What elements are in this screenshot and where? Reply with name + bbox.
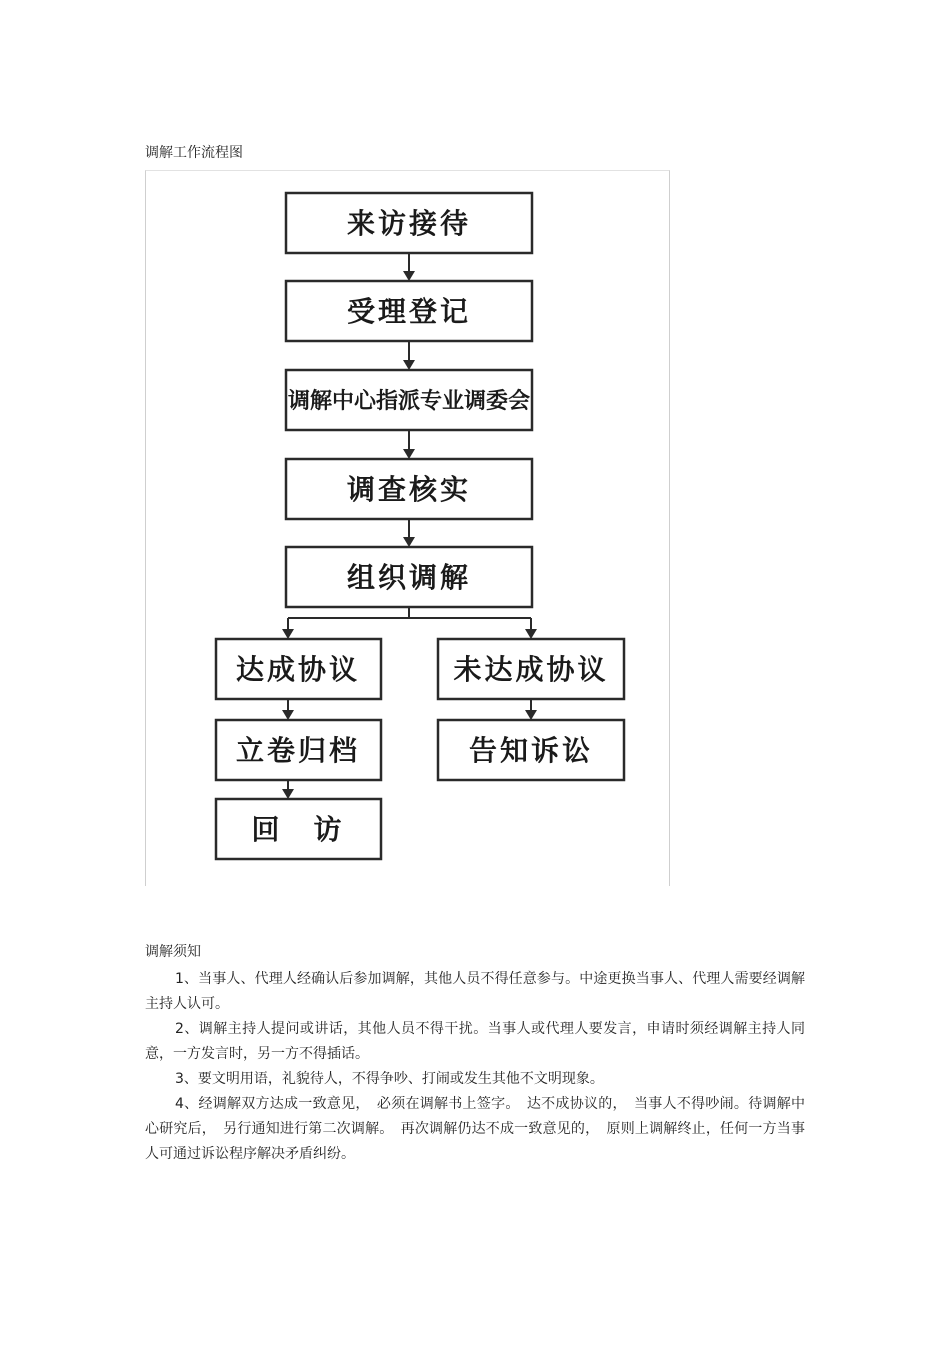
arrowhead-2-3 (403, 360, 415, 370)
notes-item: 1、当事人、代理人经确认后参加调解，其他人员不得任意参与。中途更换当事人、代理人需要经调解主持人认可。 (145, 971, 805, 1012)
flowchart (146, 171, 669, 885)
notes-title: 调解须知 (145, 944, 201, 960)
flow-step-mediation-label: 组织调解 (346, 561, 472, 594)
flow-step-follow-up-label: 回 访 (251, 813, 345, 846)
flow-step-follow-up (216, 799, 381, 859)
arrowhead-right-1-2 (525, 710, 537, 720)
flow-step-investigation-label: 调查核实 (346, 473, 472, 506)
flow-step-notify-litigation-label: 告知诉讼 (468, 734, 594, 767)
arrowhead-split-left (282, 629, 294, 639)
arrowhead-3-4 (403, 449, 415, 459)
arrowhead-1-2 (403, 271, 415, 281)
flow-step-assign-committee (286, 370, 532, 430)
flow-step-visit-reception-label: 来访接待 (346, 207, 472, 240)
notes-item: 4、经调解双方达成一致意见， 必须在调解书上签字。 达不成协议的， 当事人不得吵闹。待调解中心研究后， 另行通知进行第二次调解。 再次调解仍达不成一致意见的， 原则上调解终止，任何一方当事人可通过诉讼程序解决矛盾纠纷。 (145, 1096, 805, 1162)
flow-step-mediation (286, 547, 532, 607)
arrowhead-left-2-3 (282, 789, 294, 799)
notes-item: 2、调解主持人提问或讲话，其他人员不得干扰。当事人或代理人要发言，申请时须经调解主持人同意，一方发言时，另一方不得插话。 (145, 1021, 805, 1062)
flowchart-frame (145, 170, 670, 886)
flow-step-agreement (216, 639, 381, 699)
arrowhead-split-right (525, 629, 537, 639)
flow-step-no-agreement (438, 639, 624, 699)
notes-list (145, 967, 805, 1167)
flow-step-registration-label: 受理登记 (346, 295, 472, 328)
flow-step-agreement-label: 达成协议 (235, 653, 361, 686)
arrowhead-4-5 (403, 537, 415, 547)
flow-step-assign-committee-label: 调解中心指派专业调委会 (287, 389, 531, 414)
document-title: 调解工作流程图 (145, 145, 243, 161)
flow-step-archive-label: 立卷归档 (235, 734, 361, 767)
flow-step-notify-litigation (438, 720, 624, 780)
flow-step-no-agreement-label: 未达成协议 (453, 653, 609, 686)
flow-step-archive (216, 720, 381, 780)
arrowhead-left-1-2 (282, 710, 294, 720)
flow-step-registration (286, 281, 532, 341)
flow-step-investigation (286, 459, 532, 519)
notes-item: 3、要文明用语，礼貌待人，不得争吵、打闹或发生其他不文明现象。 (175, 1071, 604, 1087)
flow-step-visit-reception (286, 193, 532, 253)
